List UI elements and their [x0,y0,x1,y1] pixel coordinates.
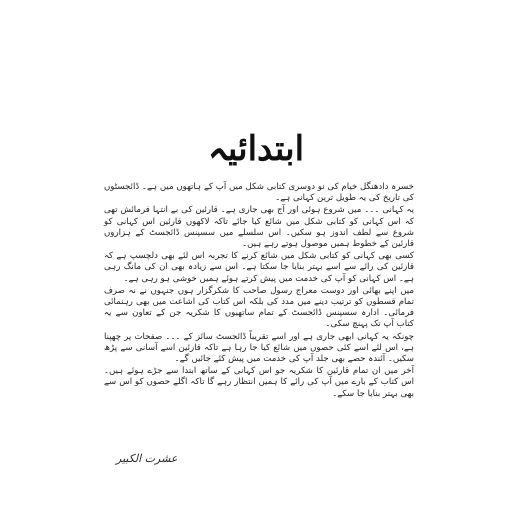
paragraph: کسی بھی کہانی کو کتابی شکل میں شائع کرنے کا تجربہ اس لئے بھی دلچسپ ہے کہ قارئین کی رائے سے اسے بہتر بنایا جا سکتا ہے۔ اس سے زیادہ بھی ان کی مانگ رہی ہے۔ اس کہانی کو آپ کی خدمت میں پیش کرتے ہوئے ہمیں خوشی ہو رہی ہے۔ [104,251,414,284]
page-title: ابتدائیہ [207,128,305,169]
paragraph: خسرہ دادھنگل خیام کی نو دوسری کتابی شکل میں آپ کے ہاتھوں میں ہے۔ ڈائجسٹوں کی تاریخ کی یہ طویل ترین کہانی ہے۔ [104,182,414,204]
paragraph: چونکہ یہ کہانی ابھی جاری ہے اور اسے تقریباً ڈائجسٹ سائز کے ۔۔۔ صفحات پر چھپنا ہے، اس لئے اسے کئی حصوں میں شائع کیا جا رہا ہے تاکہ قارئین اسے آسانی سے پڑھ سکیں۔ آئندہ حصے بھی جلد آپ کی خدمت میں پیش کئے جائیں گے۔ [104,331,414,365]
body-text [104,182,414,401]
author-signature: عشرت الکبیر [116,452,178,465]
paragraph: یہ کہانی ۔۔۔ میں شروع ہوئی اور آج بھی جاری ہے۔ قارئین کی بے انتہا فرمائش تھی کہ اس کہانی کو کتابی شکل میں شائع کیا جائے تاکہ لاکھوں قارئین اس کہانی کو شروع سے لطف اندوز ہو سکیں۔ اس سلسلے میں سسپنس ڈائجسٹ کے ہزاروں قارئین کے خطوط ہمیں موصول ہوتے رہے ہیں۔ [104,205,414,250]
paragraph: میں اپنے بھائی اور دوست معراج رسول صاحب کا شکرگزار ہوں جنہوں نے نہ صرف تمام قسطوں کو ترتیب دینے میں مدد کی بلکہ اس کتاب کی اشاعت میں بھی رہنمائی فرمائی۔ ادارہ سسپنس ڈائجسٹ کے تمام ساتھیوں کا شکریہ جن کے تعاون سے یہ کتاب آپ تک پہنچ سکی۔ [104,285,414,330]
paragraph: آخر میں ان تمام قارئین کا شکریہ جو اس کہانی کے ساتھ ابتدا سے جڑے ہوئے ہیں۔ اس کتاب کے بارے میں آپ کی رائے کا ہمیں انتظار رہے گا تاکہ اگلے حصوں کو اس سے بھی بہتر بنایا جا سکے۔ [104,366,414,399]
